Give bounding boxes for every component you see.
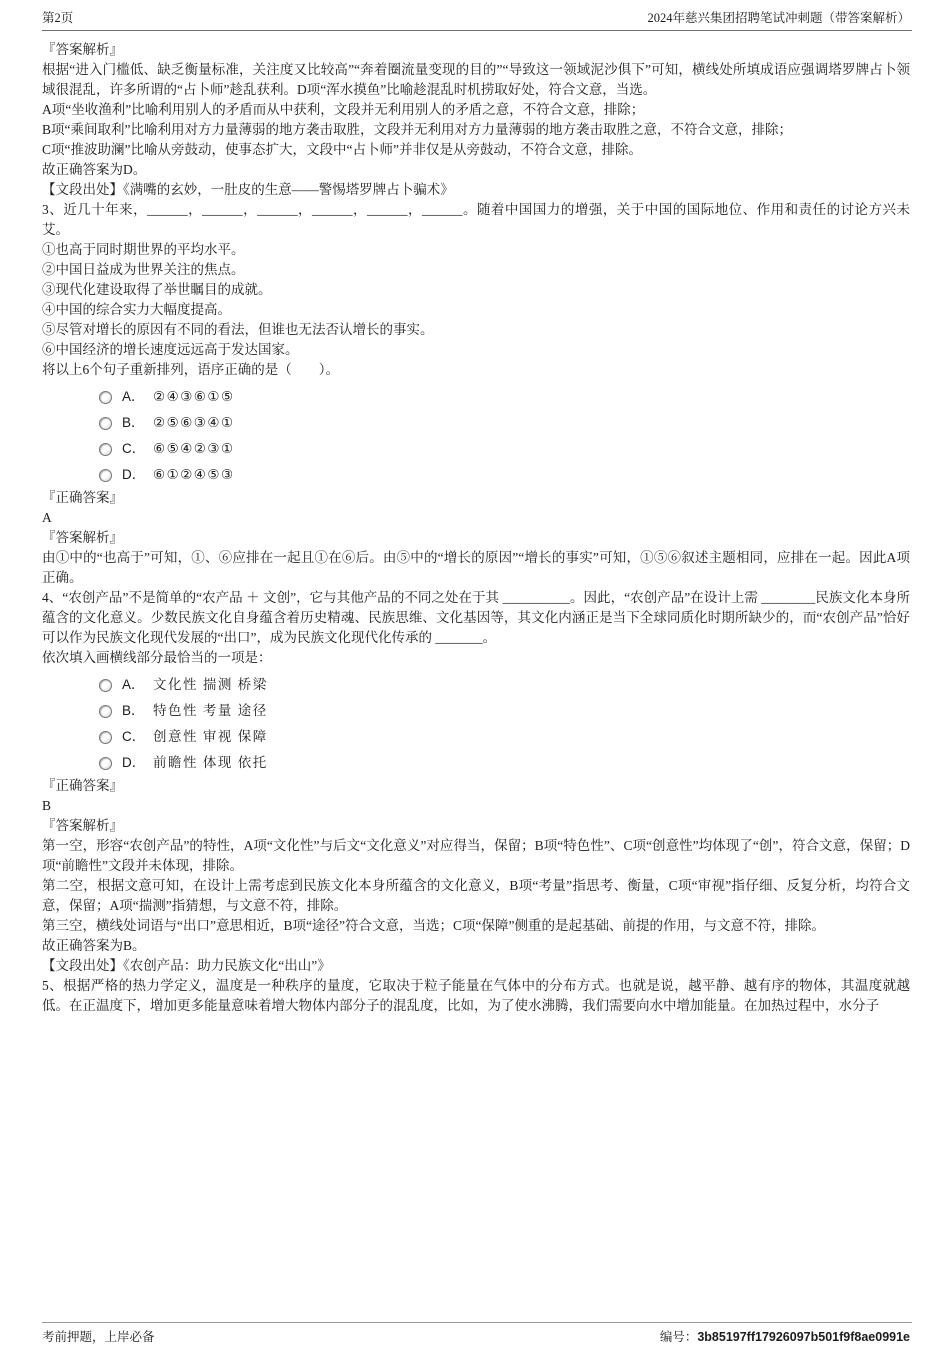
analysis-paragraph: 第二空，根据文意可知，在设计上需考虑到民族文化本身所蕴含的文化意义，B项“考量”指思考、衡量，C项“审视”指仔细、反复分析，均符合文意，保留；A项“揣测”指猜想，与文意不符，排除。 (42, 878, 910, 913)
option-letter: C． (122, 441, 146, 456)
correct-answer-value: A (42, 510, 52, 525)
question-3-sentence-1: ①也高于同时期世界的平均水平。 (42, 242, 245, 257)
radio-button-q4-b[interactable] (99, 705, 112, 718)
answer-analysis-heading: 『答案解析』 (42, 42, 123, 57)
option-row-q3-b (42, 410, 910, 436)
question-3-stem: 3、近几十年来，______，______，______，______，______，______。随着中国国力的增强，关于中国的国际地位、作用和责任的讨论方兴未艾。 (42, 202, 910, 237)
option-row-q4-a (42, 672, 910, 698)
option-text: 前瞻性 体现 依托 (153, 755, 268, 770)
option-letter: B． (122, 415, 145, 430)
page-footer (0, 1322, 950, 1345)
doc-number (660, 1329, 910, 1345)
option-row-q4-c (42, 724, 910, 750)
option-letter: D． (122, 755, 146, 770)
option-letter: D． (122, 467, 146, 482)
answer-conclusion: 故正确答案为B。 (42, 938, 146, 953)
option-row-q3-c (42, 436, 910, 462)
radio-button-q4-c[interactable] (99, 731, 112, 744)
question-3-sentence-3: ③现代化建设取得了举世瞩目的成就。 (42, 282, 272, 297)
answer-analysis-heading: 『答案解析』 (42, 530, 123, 545)
correct-answer-heading: 『正确答案』 (42, 778, 123, 793)
page-content (0, 31, 950, 1016)
radio-button-q3-d[interactable] (99, 469, 112, 482)
analysis-paragraph: 第三空，横线处词语与“出口”意思相近，B项“途径”符合文意，当选；C项“保障”侧重的是起基础、前提的作用，与文意不符，排除。 (42, 918, 825, 933)
page-header (0, 0, 950, 30)
option-row-q4-b (42, 698, 910, 724)
analysis-paragraph: 由①中的“也高于”可知，①、⑥应排在一起且①在⑥后。由⑤中的“增长的原因”“增长的事实”可知，①⑤⑥叙述主题相同，应排在一起。因此A项正确。 (42, 550, 910, 585)
question-4-options (42, 672, 910, 776)
correct-answer-heading: 『正确答案』 (42, 490, 123, 505)
doc-number-value: 3b85197ff17926097b501f9f8ae0991e (697, 1330, 910, 1344)
radio-button-q4-d[interactable] (99, 757, 112, 770)
doc-number-label: 编号： (659, 1330, 698, 1344)
radio-button-q3-b[interactable] (99, 417, 112, 430)
option-text: ⑥①②④⑤③ (153, 467, 235, 482)
question-4-stem: 4、“农创产品”不是简单的“农产品 ＋ 文创”，它与其他产品的不同之处在于其 __________。因此，“农创产品”在设计上需 ________民族文化本身所蕴含的文化意义。少数民族文化自身蕴含着历史精魂、民族思维、文化基因等，其文化内涵正是当下全球同质化时期所缺少的，而“农创产品”恰好可以作为民族文化现代发展的“出口”，成为民族文化现代化传承的 _______。 (42, 590, 910, 645)
answer-conclusion: 故正确答案为D。 (42, 162, 147, 177)
option-text: 文化性 揣测 桥梁 (153, 677, 268, 692)
question-3-sentence-6: ⑥中国经济的增长速度远远高于发达国家。 (42, 342, 299, 357)
option-letter: A． (122, 389, 145, 404)
analysis-paragraph: 第一空，形容“农创产品”的特性，A项“文化性”与后文“文化意义”对应得当，保留；B项“特色性”、C项“创意性”均体现了“创”，符合文意，保留；D项“前瞻性”文段并未体现，排除。 (42, 838, 910, 873)
question-3-prompt: 将以上6个句子重新排列，语序正确的是（ ）。 (42, 362, 339, 377)
analysis-paragraph: C项“推波助澜”比喻从旁鼓动，使事态扩大，文段中“占卜师”并非仅是从旁鼓动，不符合文意，排除。 (42, 142, 642, 157)
analysis-paragraph: A项“坐收渔利”比喻利用别人的矛盾而从中获利，文段并无利用别人的矛盾之意，不符合文意，排除； (42, 102, 645, 117)
doc-title: 2024年慈兴集团招聘笔试冲刺题（带答案解析） (647, 11, 910, 25)
option-text: 创意性 审视 保障 (153, 729, 268, 744)
option-letter: B． (122, 703, 145, 718)
passage-source: 【文段出处】《满嘴的玄妙，一肚皮的生意——警惕塔罗牌占卜骗术》 (42, 182, 454, 197)
radio-button-q3-a[interactable] (99, 391, 112, 404)
option-text: 特色性 考量 途径 (153, 703, 268, 718)
option-row-q4-d (42, 750, 910, 776)
radio-button-q3-c[interactable] (99, 443, 112, 456)
option-row-q3-a (42, 384, 910, 410)
page-number: 第2页 (42, 11, 74, 25)
question-3-sentence-2: ②中国日益成为世界关注的焦点。 (42, 262, 245, 277)
question-5-stem: 5、根据严格的热力学定义，温度是一种秩序的量度，它取决于粒子能量在气体中的分布方式。也就是说，越平静、越有序的物体，其温度就越低。在正温度下，增加更多能量意味着增大物体内部分子的混乱度，比如，为了使水沸腾，我们需要向水中增加能量。在加热过程中，水分子 (42, 978, 910, 1013)
question-3-sentence-5: ⑤尽管对增长的原因有不同的看法，但谁也无法否认增长的事实。 (42, 322, 434, 337)
question-3-sentence-4: ④中国的综合实力大幅度提高。 (42, 302, 231, 317)
question-3-options (42, 384, 910, 488)
answer-analysis-heading: 『答案解析』 (42, 818, 123, 833)
correct-answer-value: B (42, 798, 52, 813)
option-text: ⑥⑤④②③① (153, 441, 235, 456)
analysis-paragraph: 根据“进入门槛低、缺乏衡量标准，关注度又比较高”“奔着圈流量变现的目的”“导致这一领域泥沙俱下”可知，横线处所填成语应强调塔罗牌占卜领域很混乱，许多所谓的“占卜师”趁乱获利。D项“浑水摸鱼”比喻趁混乱时机捞取好处，符合文意，当选。 (42, 62, 910, 97)
option-text: ②⑤⑥③④① (153, 415, 235, 430)
footer-slogan: 考前押题，上岸必备 (42, 1330, 155, 1344)
option-letter: C． (122, 729, 146, 744)
question-4-prompt: 依次填入画横线部分最恰当的一项是： (42, 650, 272, 665)
analysis-paragraph: B项“乘间取利”比喻利用对方力量薄弱的地方袭击取胜，文段并无利用对方力量薄弱的地方袭击取胜之意，不符合文意，排除； (42, 122, 792, 137)
option-letter: A． (122, 677, 145, 692)
option-text: ②④③⑥①⑤ (153, 389, 235, 404)
passage-source: 【文段出处】《农创产品：助力民族文化“出山”》 (42, 958, 331, 973)
radio-button-q4-a[interactable] (99, 679, 112, 692)
option-row-q3-d (42, 462, 910, 488)
